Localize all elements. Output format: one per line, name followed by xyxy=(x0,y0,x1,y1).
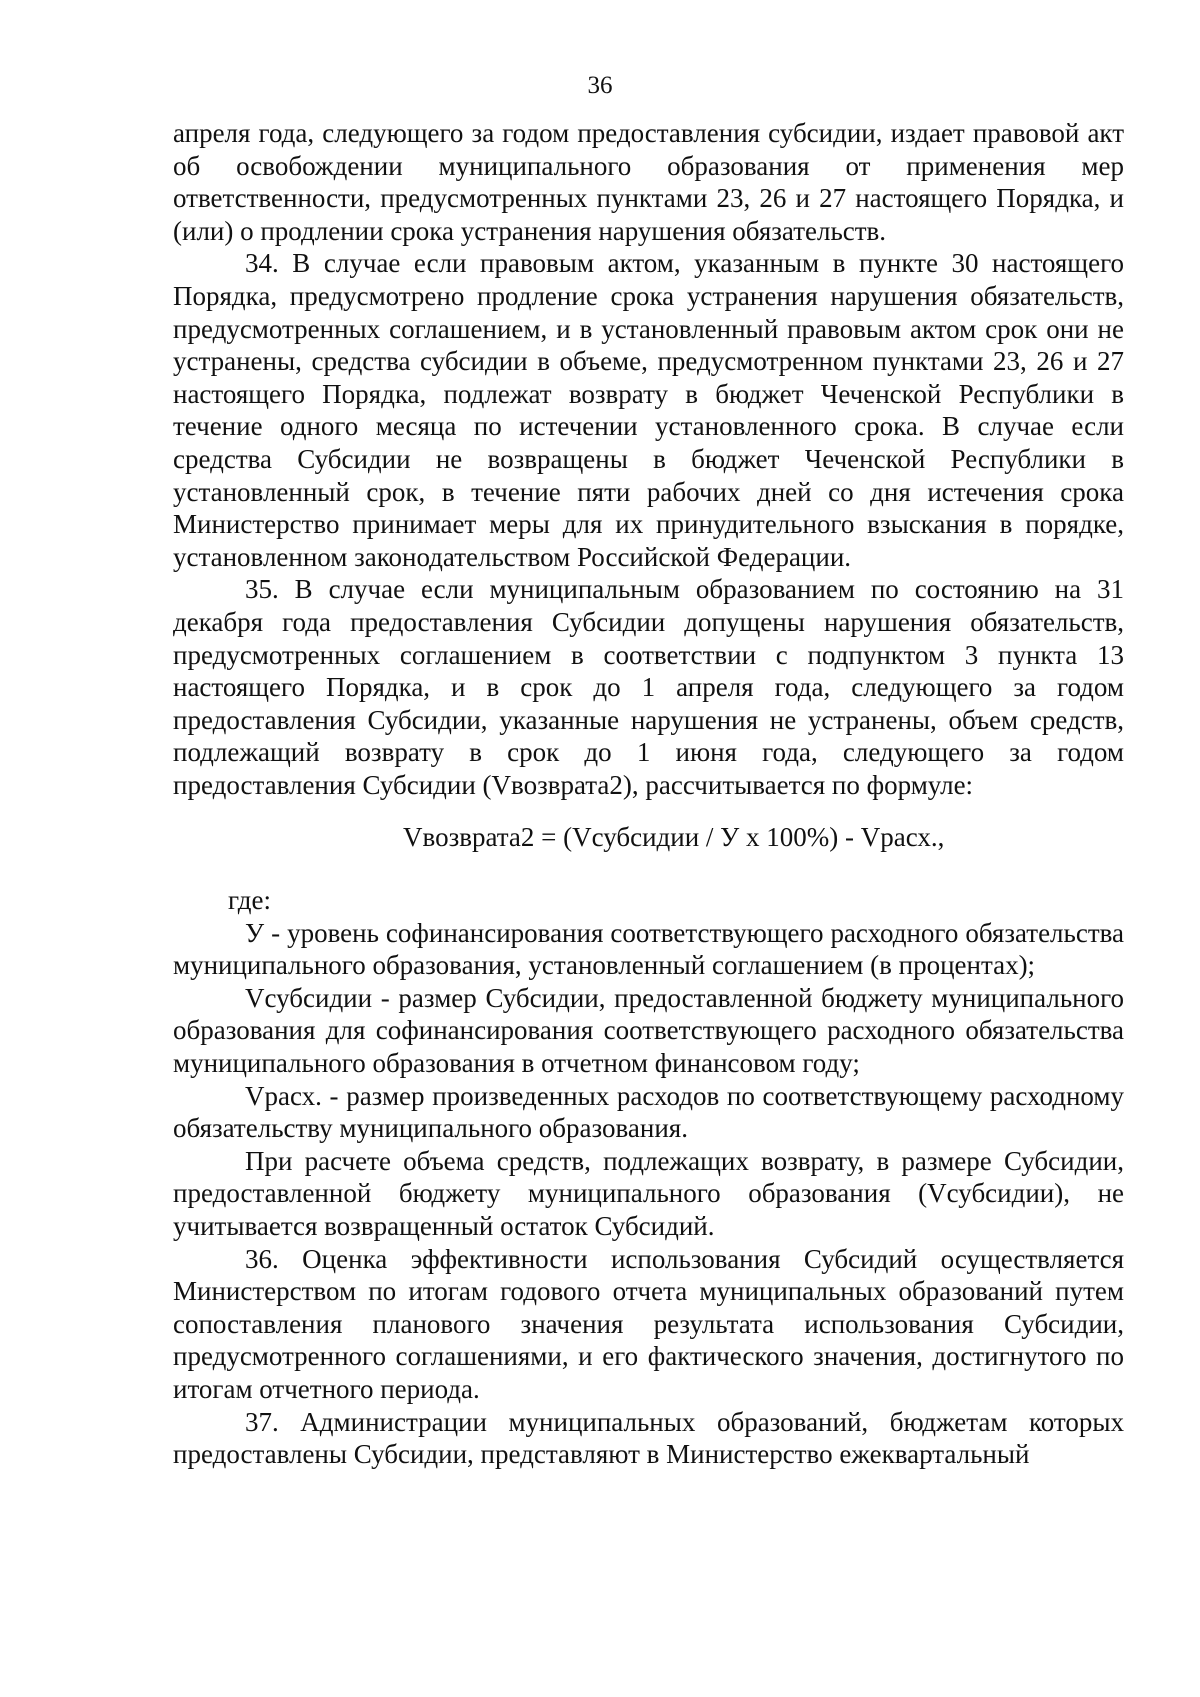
page-number: 36 xyxy=(587,72,613,99)
definition-vsubsidii: Vсубсидии - размер Субсидии, предоставленной бюджету муниципального образования для софинансирования соответствующего расходного обязательства муниципального образования в отчетном финансовом году; xyxy=(173,982,1124,1079)
paragraph-35: 35. В случае если муниципальным образованием по состоянию на 31 декабря года предоставления Субсидии допущены нарушения обязательств, предусмотренных соглашением в соответствии с подпунктом 3 пункта 13 настоящего Порядка, и в срок до 1 апреля года, следующего за годом предоставления Субсидии, указанные нарушения не устранены, объем средств, подлежащий возврату в срок до 1 июня года, следующего за годом предоставления Субсидии (Vвозврата2), рассчитывается по формуле: xyxy=(173,574,1124,800)
document-body xyxy=(173,117,1124,1471)
paragraph-37: 37. Администрации муниципальных образований, бюджетам которых предоставлены Субсидии, представляют в Министерство ежеквартальный xyxy=(173,1406,1124,1470)
definition-u: У - уровень софинансирования соответствующего расходного обязательства муниципального образования, установленный соглашением (в процентах); xyxy=(173,917,1124,981)
formula: Vвозврата2 = (Vсубсидии / У х 100%) - Vрасх., xyxy=(403,822,945,853)
where-label: где: xyxy=(228,885,271,916)
paragraph-calc-note: При расчете объема средств, подлежащих возврату, в размере Субсидии, предоставленной бюджету муниципального образования (Vсубсидии), не учитывается возвращенный остаток Субсидий. xyxy=(173,1145,1124,1241)
definition-vrash: Vрасх. - размер произведенных расходов по соответствующему расходному обязательству муниципального образования. xyxy=(173,1080,1124,1144)
paragraph-36: 36. Оценка эффективности использования Субсидий осуществляется Министерством по итогам годового отчета муниципальных образований путем сопоставления планового значения результата использования Субсидии, предусмотренного соглашениями, и его фактического значения, достигнутого по итогам отчетного периода. xyxy=(173,1243,1124,1404)
paragraph-34: 34. В случае если правовым актом, указанным в пункте 30 настоящего Порядка, предусмотрено продление срока устранения нарушения обязательств, предусмотренных соглашением, и в установленный правовым актом срок они не устранены, средства субсидии в объеме, предусмотренном пунктами 23, 26 и 27 настоящего Порядка, подлежат возврату в бюджет Чеченской Республики в течение одного месяца по истечении установленного срока. В случае если средства Субсидии не возвращены в бюджет Чеченской Республики в установленный срок, в течение пяти рабочих дней со дня истечения срока Министерство принимает меры для их принудительного взыскания в порядке, установленном законодательством Российской Федерации. xyxy=(173,248,1124,572)
paragraph-intro-continuation: апреля года, следующего за годом предоставления субсидии, издает правовой акт об освобождении муниципального образования от применения мер ответственности, предусмотренных пунктами 23, 26 и 27 настоящего Порядка, и (или) о продлении срока устранения нарушения обязательств. xyxy=(173,118,1124,246)
